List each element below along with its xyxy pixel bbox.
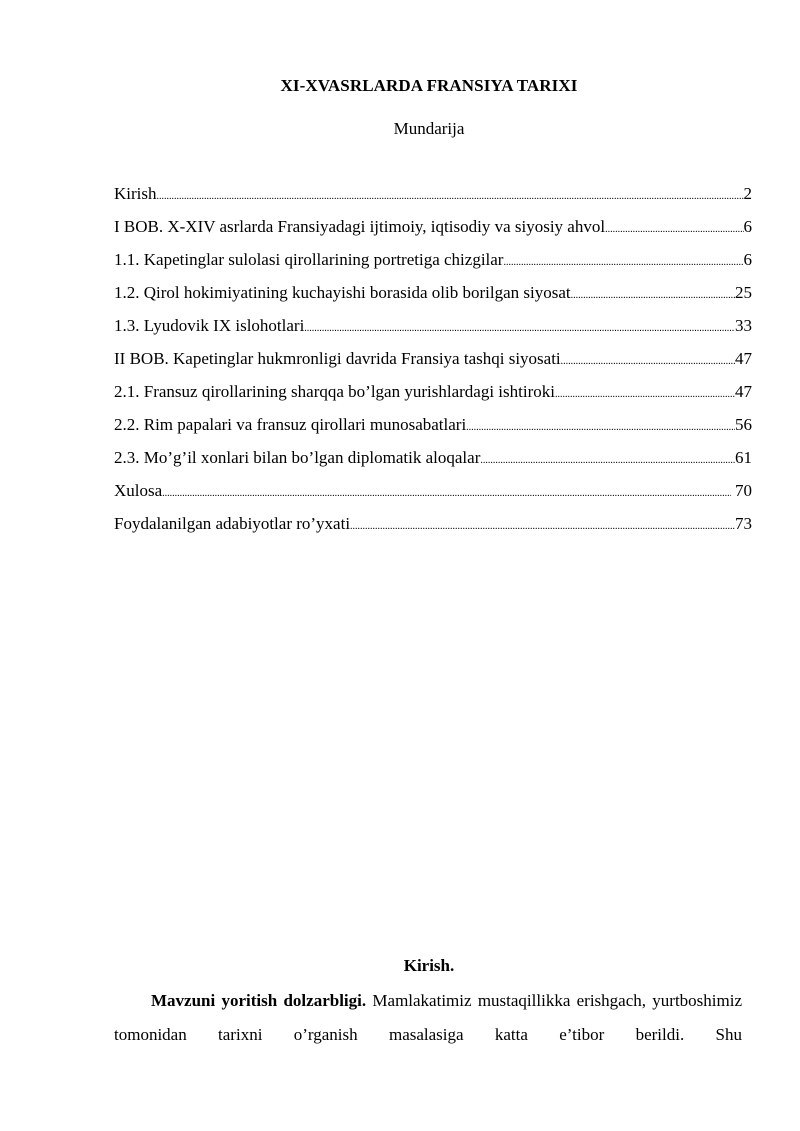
- introduction-text: Mamlakatimiz mustaqillikka erishgach, yurtboshimiz tomonidan tarixni o’rganish masalasiga katta e’tibor berildi. Shu: [114, 991, 742, 1044]
- table-of-contents-heading: Mundarija: [393, 119, 465, 138]
- toc-entry-page: 70: [730, 481, 752, 500]
- toc-entry-label: Foydalanilgan adabiyotlar ro’yxati: [114, 514, 351, 533]
- toc-entry-label: I BOB. X-XIV asrlarda Fransiyadagi ijtimoiy, iqtisodiy va siyosiy ahvol: [114, 217, 606, 236]
- table-of-contents: [114, 182, 752, 545]
- toc-entry-label: 1.2. Qirol hokimiyatining kuchayishi borasida olib borilgan siyosat: [114, 283, 571, 302]
- toc-leader-dots: [304, 324, 735, 334]
- toc-leader-dots: [480, 456, 735, 466]
- toc-entry-chapter-2[interactable]: [114, 347, 752, 380]
- toc-leader-dots: [503, 258, 743, 268]
- toc-leader-dots: [162, 489, 731, 499]
- toc-leader-dots: [466, 423, 735, 433]
- toc-entry-label: 1.3. Lyudovik IX islohotlari: [114, 316, 305, 335]
- toc-entry-page: 73: [735, 514, 752, 533]
- toc-entry-section-1-1[interactable]: [114, 248, 752, 281]
- toc-entry-label: 1.1. Kapetinglar sulolasi qirollarining portretiga chizgilar: [114, 250, 504, 269]
- introduction-heading: Kirish.: [403, 956, 455, 975]
- toc-entry-page: 47: [735, 349, 752, 368]
- toc-entry-kirish[interactable]: [114, 182, 752, 215]
- introduction-paragraph: [114, 984, 742, 1052]
- toc-entry-page: 2: [743, 184, 752, 203]
- toc-entry-label: 2.3. Mo’g’il xonlari bilan bo’lgan diplomatik aloqalar: [114, 448, 481, 467]
- toc-entry-section-1-3[interactable]: [114, 314, 752, 347]
- toc-leader-dots: [555, 390, 735, 400]
- toc-leader-dots: [157, 192, 744, 202]
- toc-entry-page: 6: [743, 250, 752, 269]
- toc-entry-xulosa[interactable]: [114, 479, 752, 512]
- toc-entry-page: 33: [735, 316, 752, 335]
- toc-entry-page: 6: [743, 217, 752, 236]
- toc-leader-dots: [605, 225, 743, 235]
- toc-entry-label: Xulosa: [114, 481, 163, 500]
- document-title: XI-XVASRLARDA FRANSIYA TARIXI: [280, 76, 578, 95]
- toc-entry-label: Kirish: [114, 184, 157, 203]
- toc-entry-section-2-3[interactable]: [114, 446, 752, 479]
- toc-entry-label: 2.1. Fransuz qirollarining sharqqa bo’lgan yurishlardagi ishtiroki: [114, 382, 555, 401]
- toc-entry-label: 2.2. Rim papalari va fransuz qirollari munosabatlari: [114, 415, 467, 434]
- toc-leader-dots: [561, 357, 735, 367]
- toc-leader-dots: [350, 522, 735, 532]
- toc-entry-chapter-1[interactable]: [114, 215, 752, 248]
- toc-entry-page: 47: [735, 382, 752, 401]
- toc-entry-section-1-2[interactable]: [114, 281, 752, 314]
- toc-entry-section-2-1[interactable]: [114, 380, 752, 413]
- toc-entry-bibliography[interactable]: [114, 512, 752, 545]
- toc-entry-page: 61: [735, 448, 752, 467]
- toc-entry-page: 25: [735, 283, 752, 302]
- toc-entry-label: II BOB. Kapetinglar hukmronligi davrida Fransiya tashqi siyosati: [114, 349, 561, 368]
- toc-entry-page: 56: [735, 415, 752, 434]
- toc-entry-section-2-2[interactable]: [114, 413, 752, 446]
- toc-leader-dots: [571, 291, 735, 301]
- introduction-lead-phrase: Mavzuni yoritish dolzarbligi.: [151, 991, 367, 1010]
